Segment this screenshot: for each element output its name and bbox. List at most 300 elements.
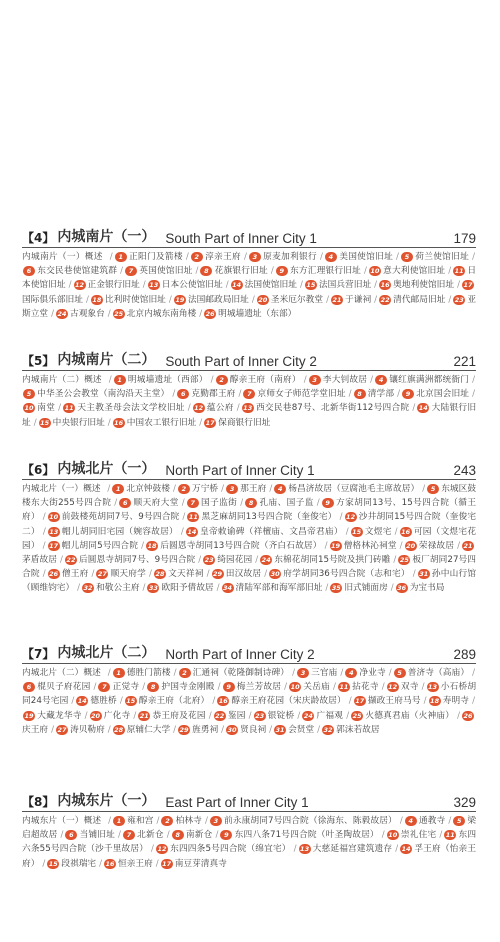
list-item[interactable] bbox=[321, 725, 379, 735]
entry-number-badge: 14 bbox=[77, 697, 87, 706]
entry-label: 东四四条5号四合院（绵宜宅） bbox=[169, 844, 291, 855]
list-item[interactable] bbox=[178, 668, 290, 678]
entry-separator: / bbox=[33, 417, 37, 428]
entry-separator: / bbox=[381, 682, 385, 693]
entry-label: 中央银行旧址 bbox=[52, 417, 105, 428]
entry-label: 雍和宫 bbox=[127, 816, 154, 826]
entry-number-badge: 28 bbox=[155, 570, 165, 579]
list-item[interactable] bbox=[241, 403, 410, 413]
list-item[interactable] bbox=[275, 266, 361, 276]
list-item[interactable] bbox=[47, 569, 89, 579]
list-item[interactable] bbox=[395, 583, 445, 593]
entry-number-badge: 29 bbox=[179, 725, 189, 734]
entry-label: 荷兰使馆旧址 bbox=[414, 252, 470, 262]
list-item[interactable] bbox=[118, 498, 179, 508]
entry-label: 那王府 bbox=[240, 484, 267, 494]
list-item[interactable] bbox=[153, 569, 204, 579]
entry-number-badge: 25 bbox=[352, 711, 362, 720]
entry-label: 孚王府（怡亲王府） bbox=[22, 844, 477, 869]
list-item[interactable] bbox=[222, 682, 282, 692]
entry-label: 会贤堂 bbox=[288, 724, 315, 735]
list-item[interactable] bbox=[185, 527, 343, 537]
entry-label: 广化寺 bbox=[103, 710, 131, 721]
list-item[interactable] bbox=[22, 266, 117, 276]
entry-label: 东交民巷使馆建筑群 bbox=[37, 266, 118, 277]
list-item[interactable] bbox=[350, 527, 392, 537]
entry-number-badge: 20 bbox=[258, 295, 268, 304]
list-item[interactable] bbox=[113, 375, 208, 385]
list-item[interactable] bbox=[124, 696, 210, 706]
entry-separator: / bbox=[142, 583, 146, 594]
list-item[interactable] bbox=[273, 484, 419, 494]
entry-separator: / bbox=[472, 696, 476, 707]
entry-number-badge: 4 bbox=[405, 816, 417, 826]
entry-label: 镶红旗满洲都统衙门 bbox=[389, 375, 470, 385]
entry-label: 北京内城东南角楼 bbox=[126, 308, 197, 319]
entry-separator: / bbox=[60, 555, 63, 566]
entry-separator: / bbox=[151, 844, 154, 855]
entry-number-badge: 36 bbox=[397, 584, 407, 593]
entry-separator: / bbox=[208, 710, 212, 721]
entry-label: 东四六条55号四合院（沙千里故居） bbox=[22, 830, 477, 855]
list-item[interactable] bbox=[242, 389, 345, 399]
entry-separator: / bbox=[77, 583, 81, 594]
list-item[interactable] bbox=[386, 682, 419, 692]
list-item[interactable] bbox=[301, 711, 343, 721]
list-item[interactable] bbox=[186, 498, 238, 508]
entry-label: 僧王府 bbox=[61, 569, 89, 580]
list-item[interactable] bbox=[46, 859, 96, 869]
list-item[interactable] bbox=[215, 375, 301, 385]
entry-label: 棍贝子府花园 bbox=[37, 682, 91, 693]
list-item[interactable] bbox=[81, 583, 139, 593]
list-item[interactable] bbox=[114, 252, 183, 262]
entry-number-badge: 35 bbox=[331, 584, 341, 593]
list-item[interactable] bbox=[112, 309, 197, 319]
entry-label: 通教寺 bbox=[418, 816, 446, 826]
entry-number-badge: 1 bbox=[114, 375, 126, 385]
entry-number-badge: 24 bbox=[261, 556, 271, 565]
entry-separator: / bbox=[181, 498, 185, 509]
list-item[interactable] bbox=[344, 668, 385, 678]
list-item[interactable] bbox=[199, 266, 267, 276]
entry-number-badge: 9 bbox=[322, 498, 334, 508]
entry-number-badge: 9 bbox=[276, 266, 288, 276]
entry-separator: / bbox=[221, 484, 225, 494]
list-item[interactable] bbox=[378, 295, 445, 305]
entry-number-badge: 19 bbox=[330, 541, 341, 550]
entry-label: 万宁桥 bbox=[191, 484, 219, 494]
entry-separator: / bbox=[472, 389, 475, 400]
entry-label: 南新仓 bbox=[185, 830, 213, 841]
entry-label: 美国使馆旧址 bbox=[338, 252, 394, 262]
entry-number-badge: 32 bbox=[323, 725, 333, 734]
list-item[interactable] bbox=[22, 403, 55, 413]
list-item[interactable] bbox=[298, 844, 393, 854]
list-item[interactable] bbox=[329, 541, 397, 551]
entry-separator: / bbox=[332, 682, 336, 693]
entry-separator: / bbox=[457, 710, 461, 721]
entry-label: 原辅仁大学 bbox=[126, 724, 171, 735]
entry-label: 帽儿胡同5号四合院 bbox=[61, 540, 139, 551]
list-item[interactable] bbox=[401, 389, 469, 399]
entry-label: 黑芝麻胡同13号四合院（奎俊宅） bbox=[201, 512, 337, 523]
entry-separator: / bbox=[172, 389, 176, 400]
entry-number-badge: 13 bbox=[428, 683, 438, 692]
entry-separator: / bbox=[339, 512, 343, 523]
entry-label: 后圆恩寺胡同13号四合院（齐白石故居） bbox=[160, 540, 322, 551]
entry-separator: / bbox=[42, 858, 46, 869]
entry-list bbox=[22, 482, 476, 596]
entry-label: 清学部 bbox=[367, 389, 395, 400]
entry-separator: / bbox=[199, 308, 203, 319]
entry-number-badge: 11 bbox=[339, 683, 349, 692]
entry-number-badge: 31 bbox=[275, 725, 285, 734]
list-item[interactable] bbox=[230, 280, 297, 290]
entry-separator: / bbox=[216, 583, 220, 594]
entry-number-badge: 3 bbox=[297, 668, 309, 678]
list-item[interactable] bbox=[225, 484, 266, 494]
list-item[interactable] bbox=[160, 859, 227, 869]
entry-number-badge: 17 bbox=[205, 418, 215, 427]
list-item[interactable] bbox=[378, 280, 454, 290]
list-item[interactable] bbox=[137, 711, 205, 721]
entry-number-badge: 25 bbox=[114, 309, 124, 318]
entry-separator: / bbox=[107, 417, 111, 428]
entry-label: 李大钊故居 bbox=[322, 375, 368, 385]
entry-number-badge: 26 bbox=[49, 570, 59, 579]
entry-label: 护国寺金刚殿 bbox=[161, 682, 215, 693]
entry-label: 正觉寺 bbox=[112, 682, 140, 693]
entry-label: 恒亲王府 bbox=[118, 858, 153, 869]
section-page-number: 329 bbox=[453, 795, 476, 810]
entry-label: 花旗银行旧址 bbox=[214, 266, 268, 277]
section-title-en: North Part of Inner City 1 bbox=[165, 463, 315, 478]
list-item[interactable] bbox=[22, 711, 82, 721]
section-header bbox=[22, 790, 476, 812]
entry-separator: / bbox=[299, 280, 303, 291]
entry-number-badge: 11 bbox=[445, 831, 455, 840]
entry-separator: / bbox=[448, 294, 452, 305]
entry-label: 清代邮局旧址 bbox=[393, 294, 446, 305]
entry-separator: / bbox=[93, 682, 97, 693]
entry-number-badge: 22 bbox=[380, 295, 390, 304]
list-item[interactable] bbox=[64, 555, 195, 565]
entry-label: 醇亲王府（南府） bbox=[229, 375, 301, 385]
entry-separator: / bbox=[284, 682, 288, 693]
list-item[interactable] bbox=[111, 484, 170, 494]
entry-separator: / bbox=[248, 710, 252, 721]
entry-number-badge: 10 bbox=[370, 267, 380, 276]
section-page-number: 179 bbox=[453, 231, 476, 246]
entry-separator: / bbox=[42, 512, 46, 523]
entry-number-badge: 27 bbox=[97, 570, 107, 579]
list-item[interactable] bbox=[203, 309, 296, 319]
list-item[interactable] bbox=[124, 266, 192, 276]
entry-separator: / bbox=[206, 569, 210, 580]
entry-separator: / bbox=[107, 308, 111, 319]
entry-separator: / bbox=[119, 696, 123, 707]
list-item[interactable] bbox=[146, 682, 214, 692]
entry-number-badge: 27 bbox=[57, 725, 67, 734]
list-item[interactable] bbox=[173, 295, 249, 305]
list-item[interactable] bbox=[160, 816, 202, 826]
entry-label: 大慈延福宫建筑遗存 bbox=[312, 844, 393, 855]
entry-separator: / bbox=[421, 682, 425, 693]
list-item[interactable] bbox=[97, 682, 139, 692]
list-item[interactable] bbox=[55, 309, 105, 319]
entry-number-badge: 12 bbox=[74, 281, 85, 290]
entry-number-badge: 18 bbox=[92, 295, 102, 304]
list-item[interactable] bbox=[47, 512, 180, 522]
entry-label: 正金银行旧址 bbox=[87, 280, 140, 291]
list-item[interactable] bbox=[147, 280, 223, 290]
entry-separator: / bbox=[412, 403, 416, 414]
entry-number-badge: 8 bbox=[147, 682, 159, 692]
entry-label: 寿明寺 bbox=[442, 696, 470, 707]
list-item[interactable] bbox=[177, 725, 218, 735]
entry-number-badge: 2 bbox=[179, 668, 191, 678]
entry-number-badge: 5 bbox=[401, 252, 413, 262]
entry-separator: / bbox=[324, 540, 328, 551]
list-item[interactable] bbox=[171, 830, 213, 840]
list-item[interactable] bbox=[221, 583, 323, 593]
entry-label: 亚斯立堂 bbox=[22, 294, 477, 319]
entry-label: 顺天府学 bbox=[110, 569, 147, 580]
entry-label: 东四八条71号四合院（叶圣陶故居） bbox=[234, 830, 379, 841]
list-item[interactable] bbox=[112, 668, 171, 678]
list-item[interactable] bbox=[393, 668, 469, 678]
entry-separator: / bbox=[374, 280, 378, 291]
list-item[interactable] bbox=[103, 859, 153, 869]
entry-separator: / bbox=[142, 280, 146, 291]
list-item[interactable] bbox=[368, 266, 445, 276]
entry-separator: / bbox=[370, 375, 374, 385]
entry-number-badge: 5 bbox=[453, 816, 465, 826]
list-item[interactable] bbox=[75, 696, 117, 706]
section-header bbox=[22, 458, 476, 480]
entry-number-badge: 15 bbox=[126, 697, 136, 706]
entry-number-badge: 4 bbox=[325, 252, 337, 262]
entry-number-badge: 9 bbox=[223, 682, 235, 692]
entry-number-badge: 24 bbox=[57, 309, 67, 318]
list-item[interactable] bbox=[122, 830, 164, 840]
section-number: 【4】 bbox=[22, 231, 55, 245]
entry-label: 东棉花胡同15号院及拱门砖雕 bbox=[274, 555, 391, 566]
entry-number-badge: 9 bbox=[402, 389, 414, 399]
list-item[interactable] bbox=[64, 830, 115, 840]
entry-number-badge: 20 bbox=[406, 541, 416, 550]
entry-separator: / bbox=[107, 484, 111, 494]
entry-number-badge: 32 bbox=[83, 584, 93, 593]
list-item[interactable] bbox=[203, 418, 270, 428]
entry-label: 文煜宅 bbox=[364, 526, 392, 537]
entry-separator: / bbox=[457, 280, 461, 291]
entry-separator: / bbox=[255, 555, 259, 566]
entry-number-badge: 6 bbox=[23, 266, 35, 276]
entry-number-badge: 1 bbox=[113, 668, 125, 678]
list-item[interactable] bbox=[273, 725, 314, 735]
entry-number-badge: 24 bbox=[303, 711, 313, 720]
entry-number-badge: 28 bbox=[114, 725, 124, 734]
entry-separator: / bbox=[204, 816, 208, 826]
entry-number-badge: 17 bbox=[162, 859, 172, 868]
list-item[interactable] bbox=[145, 541, 322, 551]
entry-separator: / bbox=[166, 830, 170, 841]
entry-label: 于谦祠 bbox=[345, 294, 372, 305]
entry-label: 天主教圣母会法文学校旧址 bbox=[77, 403, 185, 414]
entry-label: 原麦加利银行 bbox=[262, 252, 317, 262]
list-item[interactable] bbox=[186, 512, 336, 522]
entry-label: 旌勇祠 bbox=[192, 724, 219, 735]
list-item[interactable] bbox=[288, 682, 330, 692]
entry-number-badge: 10 bbox=[290, 683, 300, 692]
list-item[interactable] bbox=[95, 569, 146, 579]
entry-label: 庆王府 bbox=[22, 724, 49, 735]
entry-separator: / bbox=[168, 294, 172, 305]
list-item[interactable] bbox=[253, 711, 295, 721]
list-item[interactable] bbox=[330, 295, 371, 305]
entry-label: 德胜桥 bbox=[90, 696, 117, 707]
list-item[interactable] bbox=[22, 389, 169, 399]
entry-number-badge: 14 bbox=[401, 845, 411, 854]
entry-label: 绮园花园 bbox=[217, 555, 253, 566]
entry-list bbox=[22, 666, 476, 737]
entry-number-badge: 8 bbox=[245, 498, 257, 508]
entry-label: 克勤郡王府 bbox=[191, 389, 236, 400]
section-intro: 内城北片（二）概述 bbox=[22, 668, 101, 678]
entry-separator: / bbox=[108, 375, 112, 385]
entry-label: 北京钟鼓楼 bbox=[126, 484, 170, 494]
list-item[interactable] bbox=[337, 682, 379, 692]
list-item[interactable] bbox=[213, 711, 246, 721]
entry-separator: / bbox=[195, 266, 199, 277]
entry-label: 关岳庙 bbox=[303, 682, 330, 693]
entry-number-badge: 16 bbox=[114, 418, 124, 427]
entry-label: 广福观 bbox=[316, 710, 344, 721]
entry-label: 孙中山行馆（顾维钧宅） bbox=[22, 569, 477, 594]
entry-label: 保商银行旧址 bbox=[218, 417, 271, 428]
entry-separator: / bbox=[399, 540, 403, 551]
entry-number-badge: 17 bbox=[355, 697, 365, 706]
entry-label: 圣米厄尔教堂 bbox=[270, 294, 324, 305]
entry-number-badge: 31 bbox=[419, 570, 429, 579]
list-item[interactable] bbox=[256, 295, 323, 305]
list-item[interactable] bbox=[62, 403, 185, 413]
list-item[interactable] bbox=[192, 403, 234, 413]
entry-separator: / bbox=[187, 403, 191, 414]
entry-number-badge: 21 bbox=[139, 711, 149, 720]
section-title-zh: 内城南片（二） bbox=[57, 352, 156, 368]
list-item[interactable] bbox=[73, 280, 140, 290]
entry-label: 大陆银行旧址 bbox=[22, 403, 477, 428]
entry-label: 法国邮政局旧址 bbox=[187, 294, 249, 305]
entry-separator: / bbox=[107, 668, 111, 678]
entry-separator: / bbox=[270, 266, 274, 277]
entry-label: 中华圣公会教堂（南沟沿天主堂） bbox=[37, 389, 170, 400]
list-item[interactable] bbox=[112, 725, 170, 735]
entry-label: 正阳门及箭楼 bbox=[128, 252, 183, 262]
list-item[interactable] bbox=[248, 252, 317, 262]
list-item[interactable] bbox=[324, 252, 393, 262]
list-item[interactable] bbox=[244, 498, 314, 508]
section-5 bbox=[22, 349, 476, 430]
entry-separator: / bbox=[340, 668, 344, 678]
entry-number-badge: 7 bbox=[125, 266, 137, 276]
list-item[interactable] bbox=[219, 830, 378, 840]
entry-label: 醇亲王府（北府） bbox=[138, 696, 210, 707]
list-item[interactable] bbox=[38, 418, 105, 428]
list-item[interactable] bbox=[211, 569, 262, 579]
list-item[interactable] bbox=[177, 484, 218, 494]
entry-separator: / bbox=[142, 682, 146, 693]
entry-number-badge: 15 bbox=[40, 418, 50, 427]
entry-separator: / bbox=[345, 526, 349, 537]
entry-separator: / bbox=[99, 858, 102, 869]
entry-separator: / bbox=[118, 830, 121, 841]
entry-number-badge: 6 bbox=[177, 389, 189, 399]
list-item[interactable] bbox=[386, 830, 437, 840]
list-item[interactable] bbox=[202, 555, 252, 565]
list-item[interactable] bbox=[400, 252, 469, 262]
list-item[interactable] bbox=[225, 725, 266, 735]
list-item[interactable] bbox=[353, 696, 421, 706]
list-item[interactable] bbox=[350, 711, 454, 721]
list-item[interactable] bbox=[296, 668, 337, 678]
list-item[interactable] bbox=[90, 295, 166, 305]
list-item[interactable] bbox=[47, 541, 139, 551]
section-number: 【8】 bbox=[22, 795, 55, 809]
entry-label: 梁启超故居 bbox=[22, 816, 477, 841]
entry-label: 可园（文煜宅花园） bbox=[22, 526, 477, 551]
list-item[interactable] bbox=[259, 555, 390, 565]
entry-number-badge: 14 bbox=[187, 527, 197, 536]
list-item[interactable] bbox=[374, 375, 469, 385]
list-item[interactable] bbox=[146, 583, 213, 593]
list-item[interactable] bbox=[329, 583, 387, 593]
entry-separator: / bbox=[251, 294, 255, 305]
entry-separator: / bbox=[317, 724, 321, 735]
entry-number-badge: 33 bbox=[148, 584, 158, 593]
list-item[interactable] bbox=[155, 844, 291, 854]
list-item[interactable] bbox=[112, 418, 197, 428]
entry-number-badge: 3 bbox=[309, 375, 321, 385]
entry-number-badge: 26 bbox=[463, 711, 473, 720]
list-item[interactable] bbox=[308, 375, 368, 385]
list-item[interactable] bbox=[89, 711, 131, 721]
list-item[interactable] bbox=[216, 696, 346, 706]
list-item[interactable] bbox=[209, 816, 397, 826]
list-item[interactable] bbox=[190, 252, 241, 262]
list-item[interactable] bbox=[47, 527, 178, 537]
section-title-en: North Part of Inner City 2 bbox=[165, 647, 315, 662]
list-item[interactable] bbox=[176, 389, 235, 399]
list-item[interactable] bbox=[353, 389, 395, 399]
entry-label: 和敬公主府 bbox=[96, 583, 140, 594]
list-item[interactable] bbox=[404, 816, 446, 826]
entry-label: 崇礼住宅 bbox=[400, 830, 437, 841]
list-item[interactable] bbox=[268, 569, 410, 579]
entry-label: 田汉故居 bbox=[225, 569, 262, 580]
entry-number-badge: 1 bbox=[113, 816, 125, 826]
list-item[interactable] bbox=[112, 816, 154, 826]
list-item[interactable] bbox=[404, 541, 454, 551]
entry-label: 段祺瑞宅 bbox=[61, 858, 97, 869]
list-item[interactable] bbox=[55, 725, 105, 735]
list-item[interactable] bbox=[22, 682, 90, 692]
list-item[interactable] bbox=[428, 696, 470, 706]
list-item[interactable] bbox=[304, 280, 371, 290]
